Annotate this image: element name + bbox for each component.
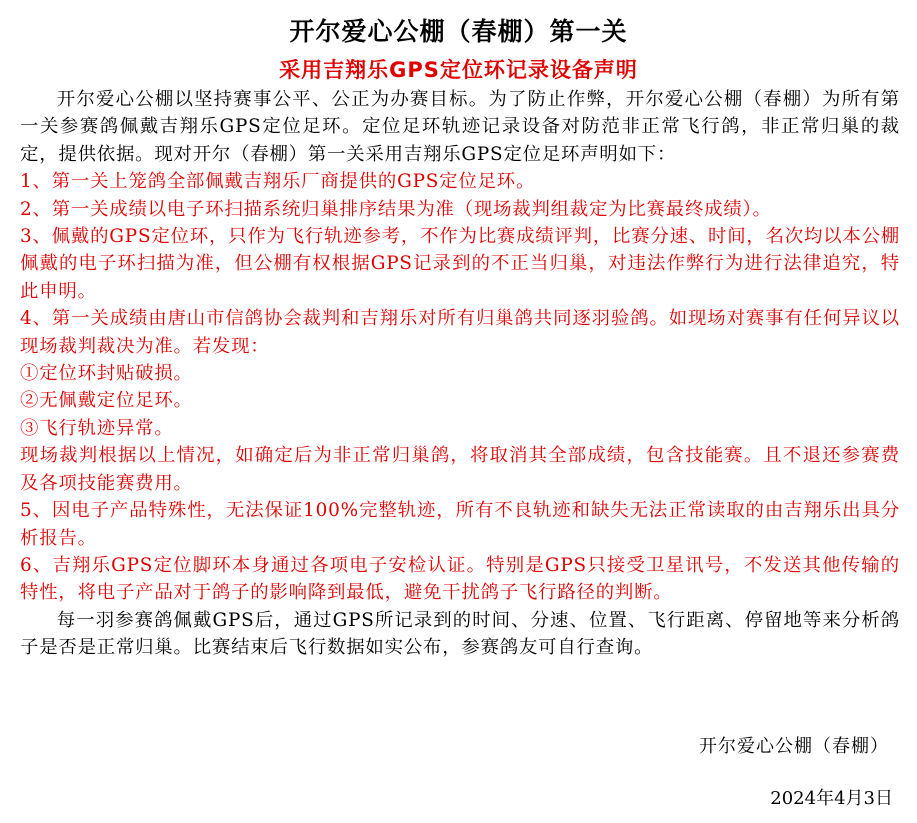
page-subtitle: 采用吉翔乐GPS定位环记录设备声明 <box>279 58 638 82</box>
announcement-body <box>20 86 900 662</box>
clause-3: 3、佩戴的GPS定位环，只作为飞行轨迹参考，不作为比赛成绩评判，比赛分速、时间，名次均以本公棚佩戴的电子环扫描为准，但公棚有权根据GPS记录到的不正当归巢，对违法作弊行为进行法律追究，特此申明。 <box>20 226 900 302</box>
clause-4-sub-3: ③飞行轨迹异常。 <box>20 417 174 439</box>
intro-paragraph: 开尔爱心公棚以坚持赛事公平、公正为办赛目标。为了防止作弊，开尔爱心公棚（春棚）为所有第一关参赛鸽佩戴吉翔乐GPS定位足环。定位足环轨迹记录设备对防范非正常飞行鸽，非正常归巢的裁定，提供依据。现对开尔（春棚）第一关采用吉翔乐GPS定位足环声明如下： <box>20 89 900 165</box>
signature: 开尔爱心公棚（春棚） <box>699 736 889 757</box>
clause-4-sub-1: ①定位环封贴破损。 <box>20 363 193 385</box>
issue-date: 2024年4月3日 <box>770 788 893 809</box>
clause-6: 6、吉翔乐GPS定位脚环本身通过各项电子安检认证。特别是GPS只接受卫星讯号，不发送其他传输的特性，将电子产品对于鸽子的影响降到最低，避免干扰鸽子飞行路径的判断。 <box>20 554 900 604</box>
clause-4-result: 现场裁判根据以上情况，如确定后为非正常归巢鸽，将取消其全部成绩，包含技能赛。且不退还参赛费及各项技能赛费用。 <box>20 445 900 494</box>
clause-5: 5、因电子产品特殊性，无法保证100%完整轨迹，所有不良轨迹和缺失无法正常读取的由吉翔乐出具分析报告。 <box>20 500 900 549</box>
clause-2: 2、第一关成绩以电子环扫描系统归巢排序结果为准（现场裁判组裁定为比赛最终成绩）。 <box>20 198 772 220</box>
page-title: 开尔爱心公棚（春棚）第一关 <box>289 17 628 46</box>
clause-1: 1、第一关上笼鸽全部佩戴吉翔乐厂商提供的GPS定位足环。 <box>20 171 536 193</box>
closing-paragraph: 每一羽参赛鸽佩戴GPS后，通过GPS所记录到的时间、分速、位置、飞行距离、停留地等来分析鸽子是否是正常归巢。比赛结束后飞行数据如实公布，参赛鸽友可自行查询。 <box>20 609 901 659</box>
clause-4: 4、第一关成绩由唐山市信鸽协会裁判和吉翔乐对所有归巢鸽共同逐羽验鸽。如现场对赛事有任何异议以现场裁判裁决为准。若发现： <box>20 308 900 357</box>
clause-4-sub-2: ②无佩戴定位足环。 <box>20 390 193 412</box>
